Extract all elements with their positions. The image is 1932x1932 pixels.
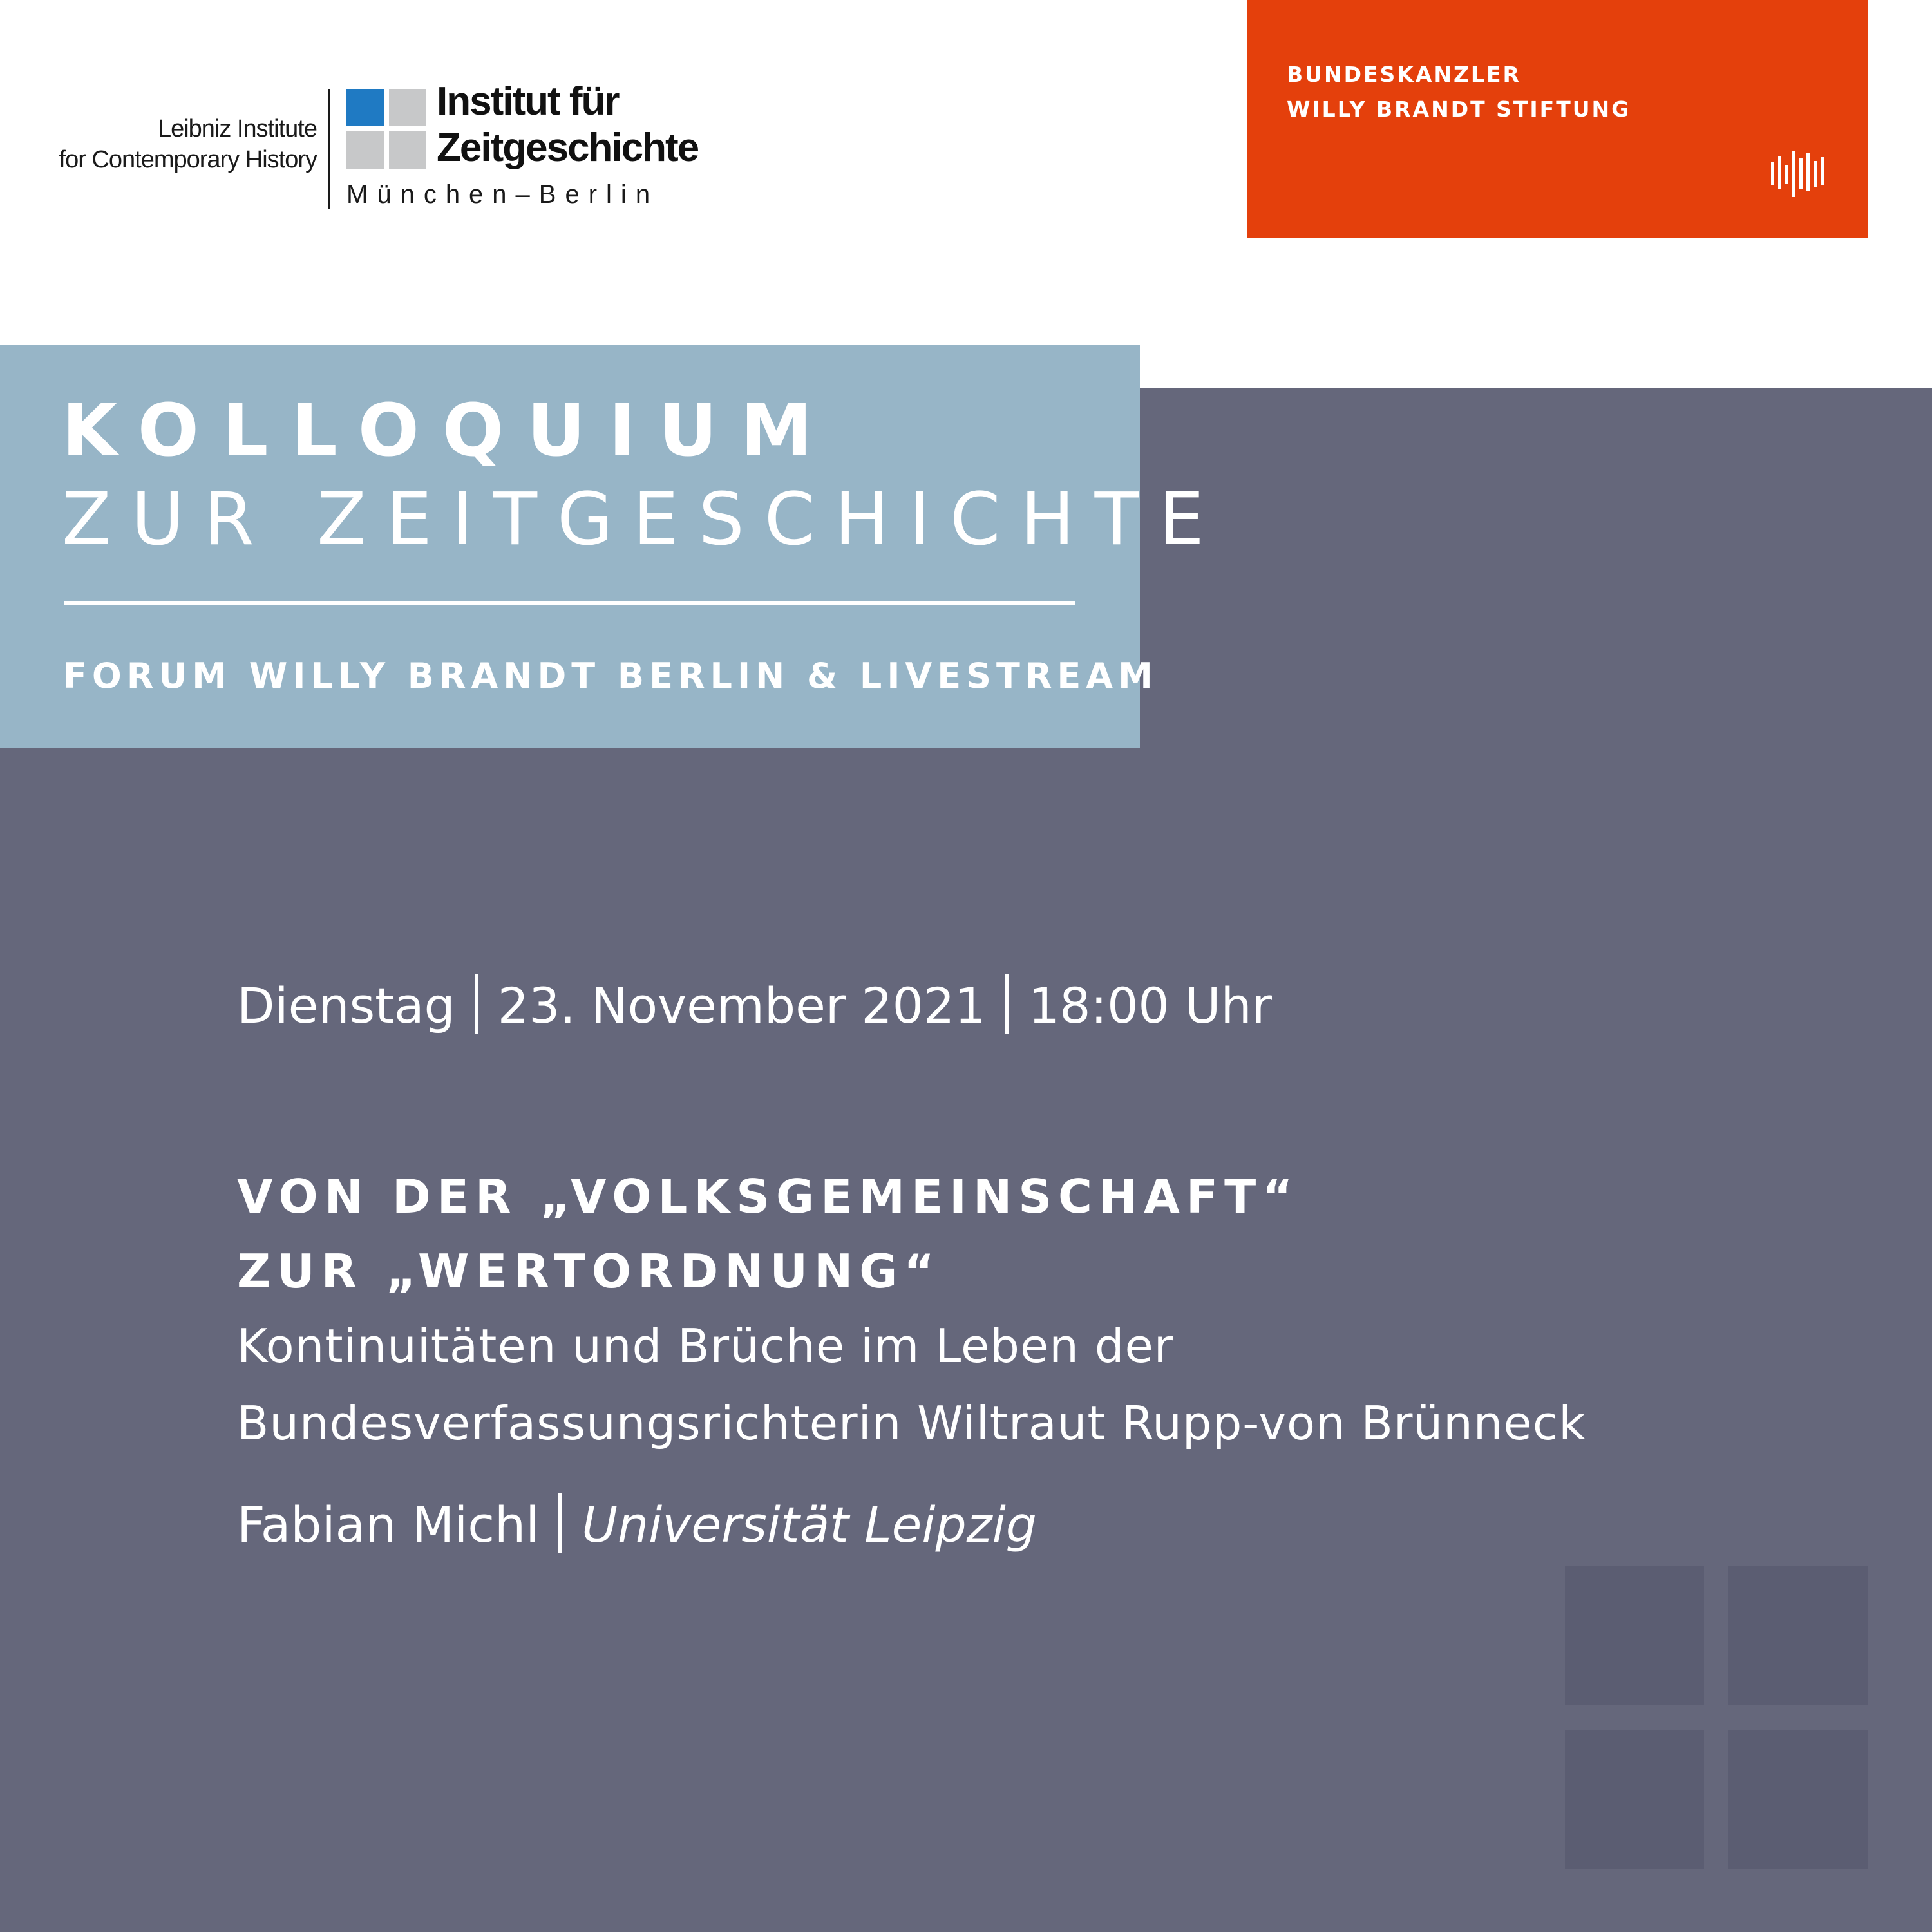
separator	[1005, 974, 1009, 1034]
separator	[475, 974, 478, 1034]
ifz-tagline-line2: for Contemporary History	[59, 146, 317, 173]
ifz-square-grey	[389, 89, 426, 126]
stiftung-logo	[1247, 0, 1868, 238]
speaker-row	[237, 1493, 1037, 1558]
ifz-name-line2: Zeitgeschichte	[437, 126, 699, 170]
talk-subtitle-line2: Bundesverfassungsrichterin Wiltraut Rupp-von Brünneck	[237, 1396, 1586, 1450]
ifz-square-grey	[346, 131, 384, 169]
ifz-tagline-line1: Leibniz Institute	[157, 115, 317, 142]
ifz-square-blue	[346, 89, 384, 126]
decorative-square	[1728, 1730, 1868, 1869]
event-time: 18:00 Uhr	[1028, 977, 1272, 1034]
page-subtitle: ZUR ZEITGESCHICHTE	[62, 478, 1224, 562]
decorative-square	[1565, 1730, 1704, 1869]
talk-subtitle-line1: Kontinuitäten und Brüche im Leben der	[237, 1319, 1174, 1373]
stiftung-bars-icon	[1770, 148, 1828, 200]
event-weekday: Dienstag	[237, 977, 455, 1034]
ifz-tagline	[59, 113, 317, 175]
event-date: 23. November 2021	[497, 977, 986, 1034]
venue: FORUM WILLY BRANDT BERLIN & LIVESTREAM	[63, 656, 1158, 696]
ifz-divider	[328, 89, 330, 209]
talk-title	[237, 1159, 1300, 1309]
ifz-square-grey	[389, 131, 426, 169]
title-divider	[64, 601, 1075, 605]
talk-title-line2: ZUR „WERTORDNUNG“	[237, 1244, 941, 1298]
speaker-affiliation: Universität Leipzig	[582, 1496, 1037, 1553]
stiftung-line1: BUNDESKANZLER	[1287, 62, 1521, 87]
event-date-row	[237, 974, 1272, 1039]
decorative-square	[1565, 1566, 1704, 1705]
separator	[558, 1493, 562, 1553]
talk-subtitle	[237, 1307, 1586, 1462]
decorative-square	[1728, 1566, 1868, 1705]
ifz-name-line1: Institut für	[437, 79, 619, 124]
ifz-city: München–Berlin	[346, 180, 659, 209]
page-title: KOLLOQUIUM	[62, 389, 836, 473]
speaker-name: Fabian Michl	[237, 1496, 540, 1553]
ifz-name	[437, 79, 698, 171]
stiftung-line2: WILLY BRANDT STIFTUNG	[1287, 97, 1631, 122]
talk-title-line1: VON DER „VOLKSGEMEINSCHAFT“	[237, 1170, 1300, 1224]
